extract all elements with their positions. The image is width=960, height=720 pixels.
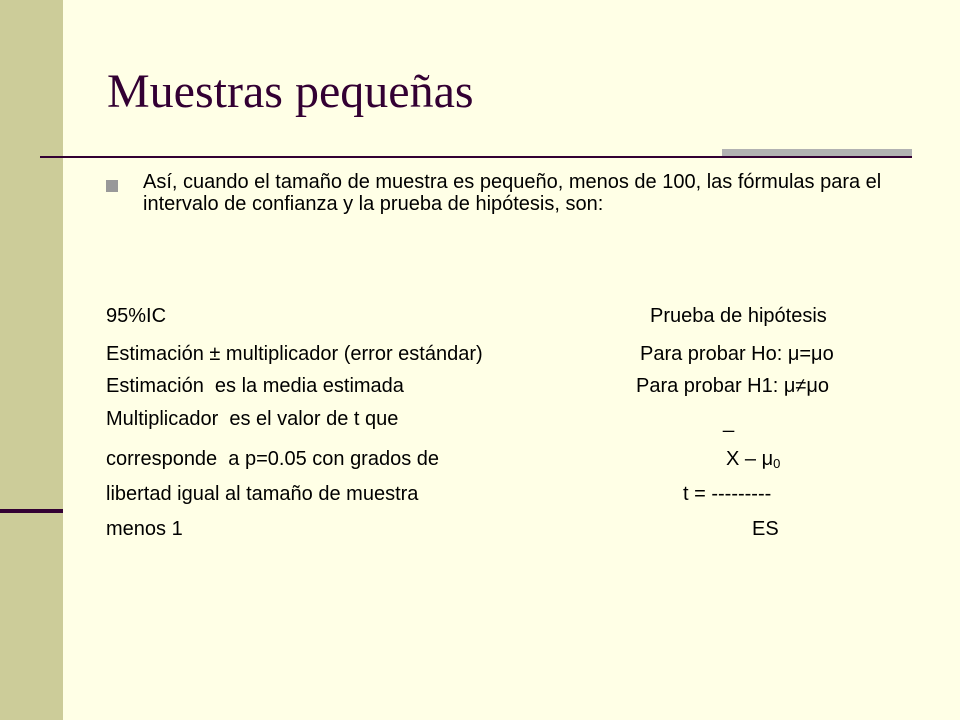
ci-corresponds-line: corresponde a p=0.05 con grados de xyxy=(106,448,440,470)
ci-formula-line: Estimación ± multiplicador (error estándar) xyxy=(106,343,483,365)
test-h0-line: Para probar Ho: μ=μo xyxy=(640,343,834,365)
bullet-square-icon xyxy=(106,180,118,192)
formula-t-line: t = --------- xyxy=(683,483,772,505)
sidebar-decoration xyxy=(0,0,63,720)
formula-denominator: ES xyxy=(752,518,779,540)
formula-numerator-text: X – μ xyxy=(726,448,774,470)
title-rule xyxy=(40,156,912,158)
test-h1-line: Para probar H1: μ≠μo xyxy=(636,375,829,397)
ci-multiplier-line: Multiplicador es el valor de t que xyxy=(106,408,399,430)
formula-mean-bar: _ xyxy=(723,411,735,433)
formula-subscript: 0 xyxy=(773,456,781,471)
ci-freedom-line: libertad igual al tamaño de muestra xyxy=(106,483,419,505)
slide-title: Muestras pequeñas xyxy=(107,65,474,118)
ci-heading: 95%IC xyxy=(106,305,167,327)
ci-minus-line: menos 1 xyxy=(106,518,183,540)
sidebar-accent-line xyxy=(0,509,63,513)
bullet-text: Así, cuando el tamaño de muestra es pequeño, menos de 100, las fórmulas para el intervalo de confianza y la prueba de hipótesis, son: xyxy=(143,171,882,215)
formula-numerator xyxy=(726,446,780,477)
ci-estimate-line: Estimación es la media estimada xyxy=(106,375,404,397)
test-heading: Prueba de hipótesis xyxy=(650,305,827,327)
